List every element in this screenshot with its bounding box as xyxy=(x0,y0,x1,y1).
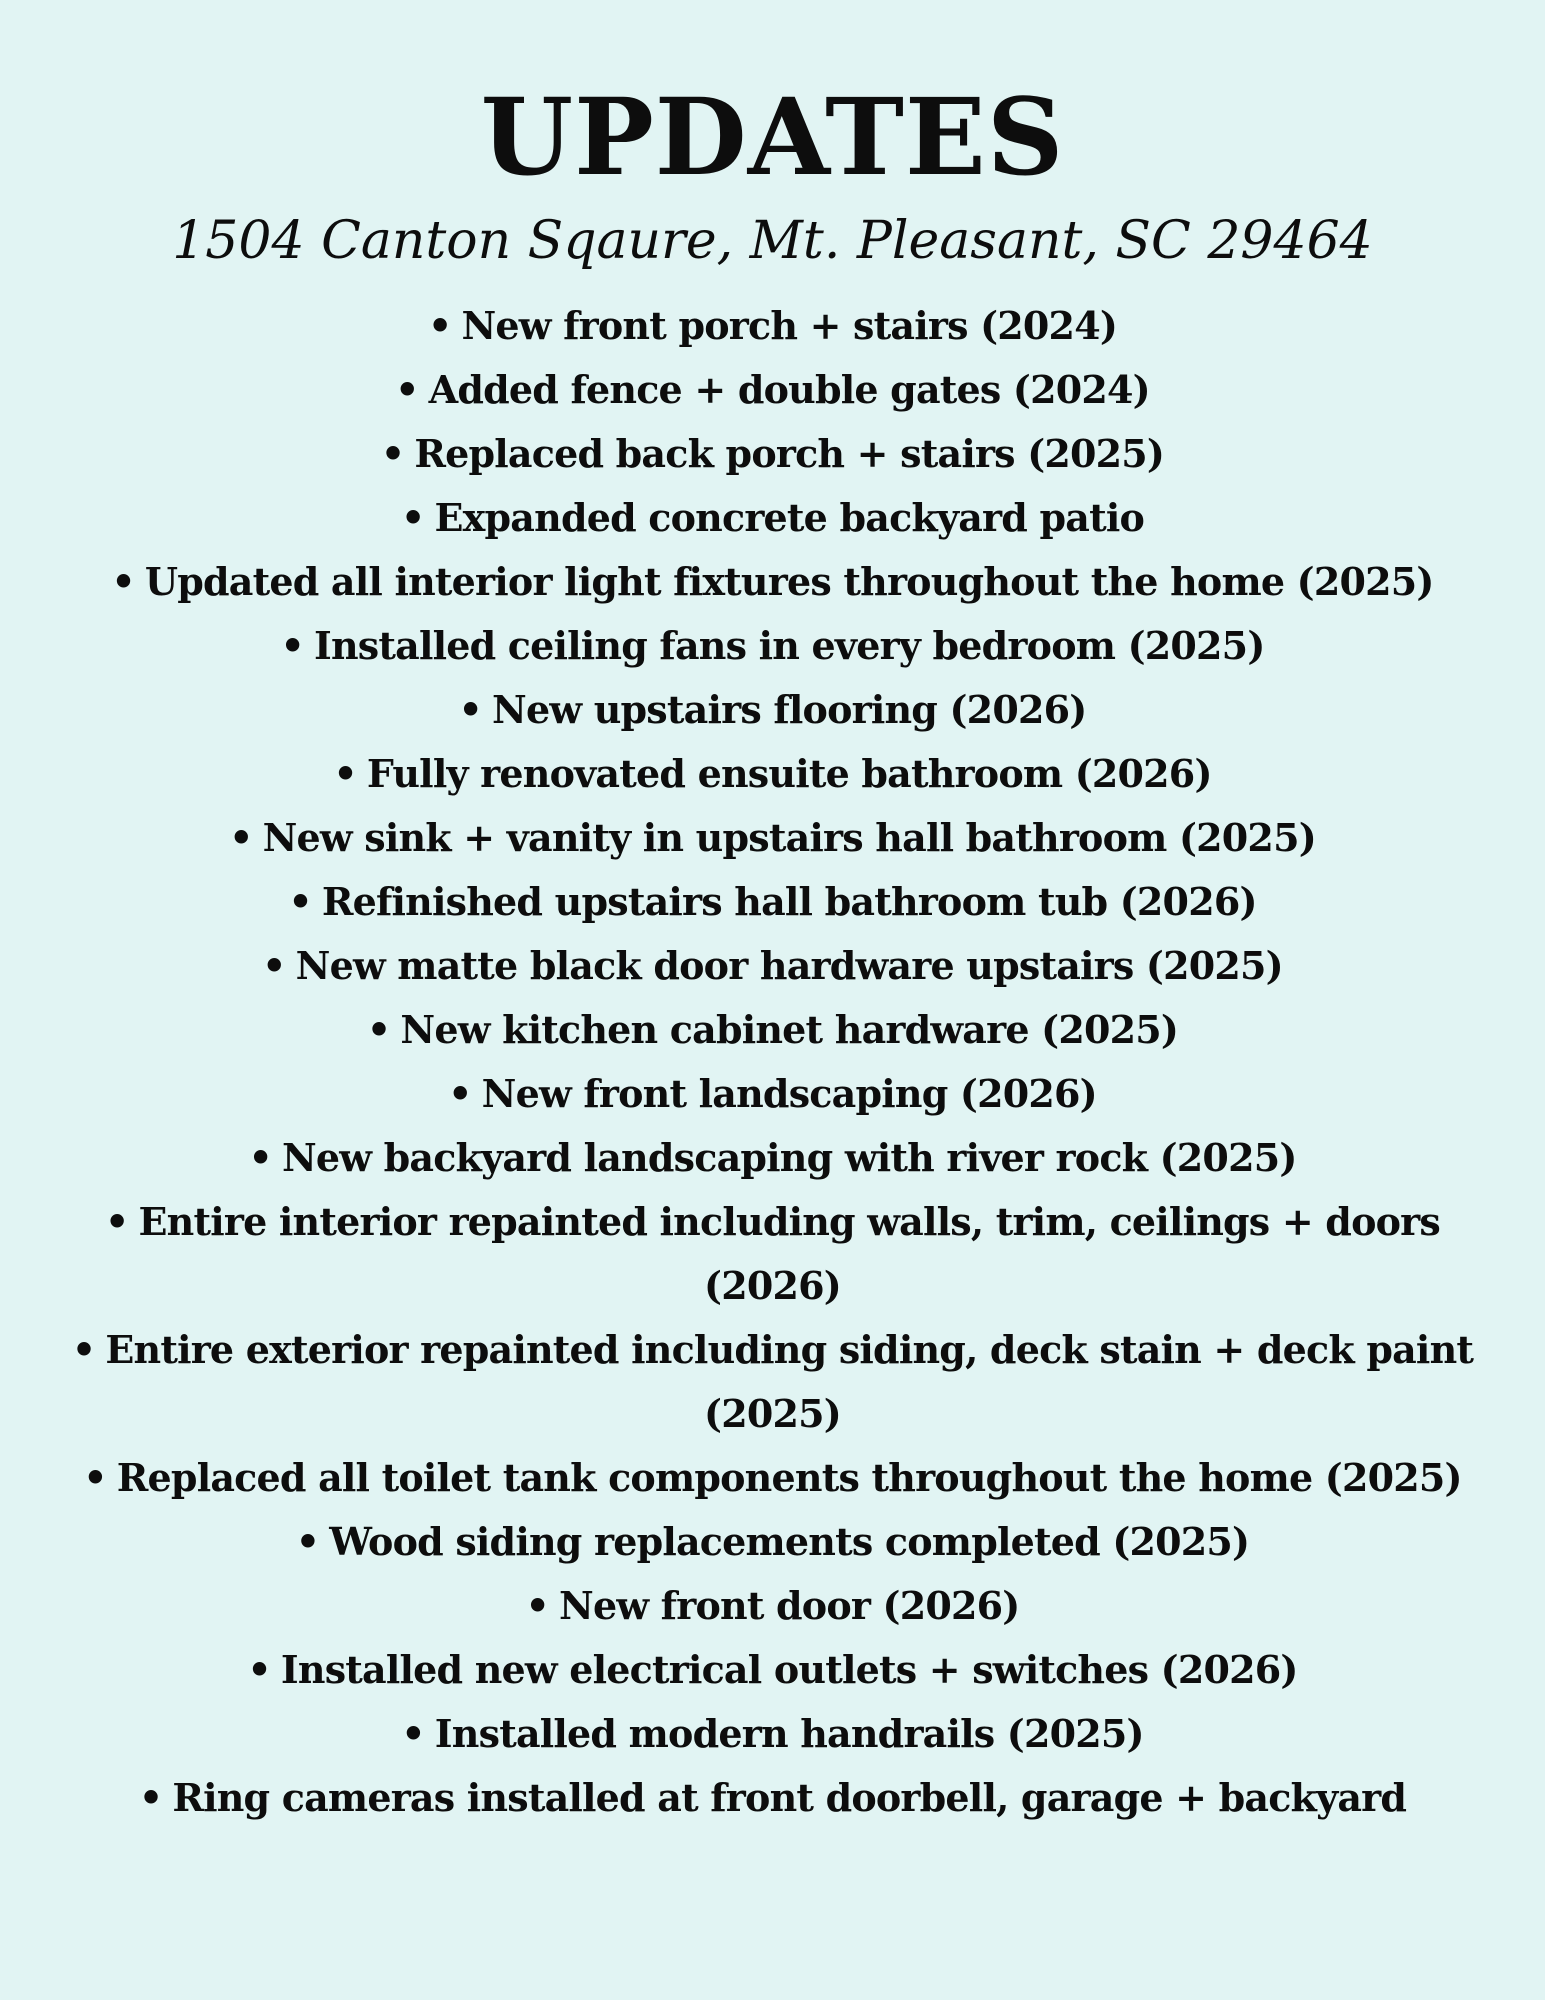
bullet-icon: • xyxy=(525,1583,550,1628)
bullet-icon: • xyxy=(138,1775,163,1820)
updates-list xyxy=(60,294,1485,1830)
list-item-text: Installed modern handrails (2025) xyxy=(434,1711,1144,1756)
list-item-text: New matte black door hardware upstairs (2025) xyxy=(295,943,1283,988)
list-item xyxy=(60,1638,1485,1702)
list-item xyxy=(60,1318,1485,1446)
list-item xyxy=(60,806,1485,870)
list-item-text: Installed ceiling fans in every bedroom (2025) xyxy=(313,623,1265,668)
address-subtitle: 1504 Canton Sqaure, Mt. Pleasant, SC 29464 xyxy=(172,211,1373,271)
bullet-icon: • xyxy=(280,623,304,668)
list-item xyxy=(60,486,1485,550)
list-item xyxy=(60,678,1485,742)
list-item xyxy=(60,1510,1485,1574)
bullet-icon: • xyxy=(83,1455,107,1500)
list-item xyxy=(60,1190,1485,1318)
bullet-icon: • xyxy=(401,1711,425,1756)
list-item xyxy=(60,614,1485,678)
list-item-text: Fully renovated ensuite bathroom (2026) xyxy=(366,751,1212,796)
list-item-text: Expanded concrete backyard patio xyxy=(434,495,1144,540)
list-item-text: New kitchen cabinet hardware (2025) xyxy=(400,1007,1179,1052)
list-item-text: Replaced all toilet tank components throughout the home (2025) xyxy=(116,1455,1462,1500)
list-item-text: New upstairs flooring (2026) xyxy=(492,687,1087,732)
page-title: UPDATES xyxy=(480,74,1065,199)
bullet-icon: • xyxy=(71,1327,96,1372)
bullet-icon: • xyxy=(288,879,312,924)
bullet-icon: • xyxy=(229,815,253,860)
list-item xyxy=(60,358,1485,422)
list-item xyxy=(60,294,1485,358)
bullet-icon: • xyxy=(262,943,286,988)
bullet-icon: • xyxy=(111,559,135,604)
bullet-icon: • xyxy=(247,1647,271,1692)
list-item-text: New front landscaping (2026) xyxy=(481,1071,1097,1116)
bullet-icon: • xyxy=(380,431,405,476)
list-item-text: Replaced back porch + stairs (2025) xyxy=(414,431,1165,476)
list-item-text: New front porch + stairs (2024) xyxy=(461,303,1118,348)
list-item xyxy=(60,1766,1485,1830)
list-item xyxy=(60,742,1485,806)
bullet-icon: • xyxy=(427,303,452,348)
list-item xyxy=(60,550,1485,614)
list-item xyxy=(60,870,1485,934)
list-item xyxy=(60,1574,1485,1638)
list-item-text: New backyard landscaping with river rock (2025) xyxy=(281,1135,1297,1180)
list-item xyxy=(60,1446,1485,1510)
list-item-text: Entire interior repainted including walls, trim, ceilings + doors (2026) xyxy=(138,1199,1440,1308)
list-item xyxy=(60,934,1485,998)
bullet-icon: • xyxy=(295,1519,320,1564)
list-item xyxy=(60,1702,1485,1766)
bullet-icon: • xyxy=(448,1071,472,1116)
list-item-text: Added fence + double gates (2024) xyxy=(428,367,1150,412)
bullet-icon: • xyxy=(395,367,419,412)
bullet-icon: • xyxy=(105,1199,129,1244)
list-item-text: Ring cameras installed at front doorbell, garage + backyard xyxy=(172,1775,1407,1820)
bullet-icon: • xyxy=(333,751,357,796)
list-item-text: New sink + vanity in upstairs hall bathroom (2025) xyxy=(262,815,1316,860)
bullet-icon: • xyxy=(401,495,425,540)
list-item xyxy=(60,1062,1485,1126)
list-item-text: Wood siding replacements completed (2025) xyxy=(329,1519,1250,1564)
list-item xyxy=(60,998,1485,1062)
list-item-text: Entire exterior repainted including siding, deck stain + deck paint (2025) xyxy=(105,1327,1474,1436)
list-item xyxy=(60,1126,1485,1190)
list-item-text: Installed new electrical outlets + switches (2026) xyxy=(280,1647,1298,1692)
list-item-text: Updated all interior light fixtures throughout the home (2025) xyxy=(144,559,1434,604)
bullet-icon: • xyxy=(458,687,483,732)
bullet-icon: • xyxy=(366,1007,391,1052)
list-item-text: Refinished upstairs hall bathroom tub (2026) xyxy=(321,879,1257,924)
list-item-text: New front door (2026) xyxy=(559,1583,1020,1628)
list-item xyxy=(60,422,1485,486)
bullet-icon: • xyxy=(248,1135,272,1180)
